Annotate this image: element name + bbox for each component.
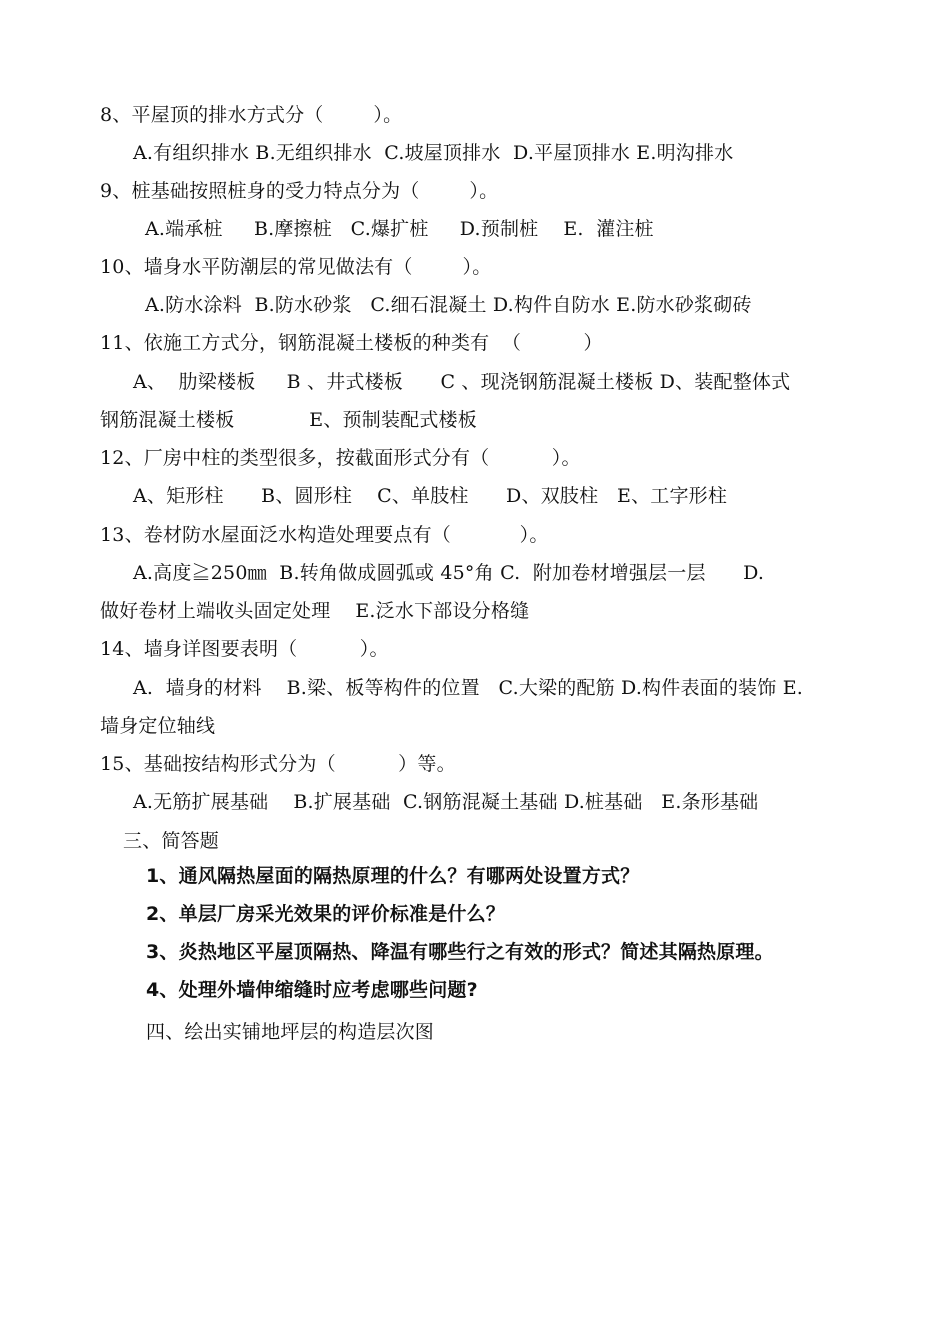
question-9-stem: 9、桩基础按照桩身的受力特点分为（ ）。 (100, 180, 499, 202)
question-13-options-line1: A.高度≧250㎜ B.转角做成圆弧或 45°角 C. 附加卷材增强层一层 D. (133, 562, 765, 584)
question-14-options-line1: A. 墙身的材料 B.梁、板等构件的位置 C.大梁的配筋 D.构件表面的装饰 E. (133, 677, 804, 699)
question-13-stem: 13、卷材防水屋面泛水构造处理要点有（ ）。 (100, 524, 549, 546)
short-answer-3: 3、炎热地区平屋顶隔热、降温有哪些行之有效的形式？简述其隔热原理。 (146, 941, 774, 963)
question-12-stem: 12、厂房中柱的类型很多，按截面形式分有（ ）。 (100, 447, 581, 469)
question-13-options-line2: 做好卷材上端收头固定处理 E.泛水下部设分格缝 (100, 600, 530, 622)
question-10-stem: 10、墙身水平防潮层的常见做法有（ ）。 (100, 256, 492, 278)
question-8-stem: 8、平屋顶的排水方式分（ ）。 (100, 104, 403, 126)
short-answer-1: 1、通风隔热屋面的隔热原理的什么？有哪两处设置方式？ (146, 865, 640, 887)
section-3-title: 三、简答题 (123, 830, 220, 852)
question-14-options-line2: 墙身定位轴线 (100, 715, 216, 737)
short-answer-4: 4、处理外墙伸缩缝时应考虑哪些问题? (146, 979, 478, 1001)
question-15-stem: 15、基础按结构形式分为（ ）等。 (100, 753, 456, 775)
question-11-options-line1: A、 肋梁楼板 B 、井式楼板 C 、现浇钢筋混凝土楼板 D、装配整体式 (133, 371, 791, 393)
section-4-title: 四、绘出实铺地坪层的构造层次图 (146, 1021, 435, 1043)
question-10-options: A.防水涂料 B.防水砂浆 C.细石混凝土 D.构件自防水 E.防水砂浆砌砖 (145, 294, 752, 316)
question-14-stem: 14、墙身详图要表明（ ）。 (100, 638, 389, 660)
question-11-options-line2: 钢筋混凝土楼板 E、预制装配式楼板 (100, 409, 477, 431)
question-12-options: A、矩形柱 B、圆形柱 C、单肢柱 D、双肢柱 E、工字形柱 (133, 485, 728, 507)
question-8-options: A.有组织排水 B.无组织排水 C.坡屋顶排水 D.平屋顶排水 E.明沟排水 (133, 142, 734, 164)
question-15-options: A.无筋扩展基础 B.扩展基础 C.钢筋混凝土基础 D.桩基础 E.条形基础 (133, 791, 759, 813)
short-answer-2: 2、单层厂房采光效果的评价标准是什么？ (146, 903, 506, 925)
question-11-stem: 11、依施工方式分，钢筋混凝土楼板的种类有 （ ） (100, 332, 603, 354)
question-9-options: A.端承桩 B.摩擦桩 C.爆扩桩 D.预制桩 E. 灌注桩 (145, 218, 654, 240)
